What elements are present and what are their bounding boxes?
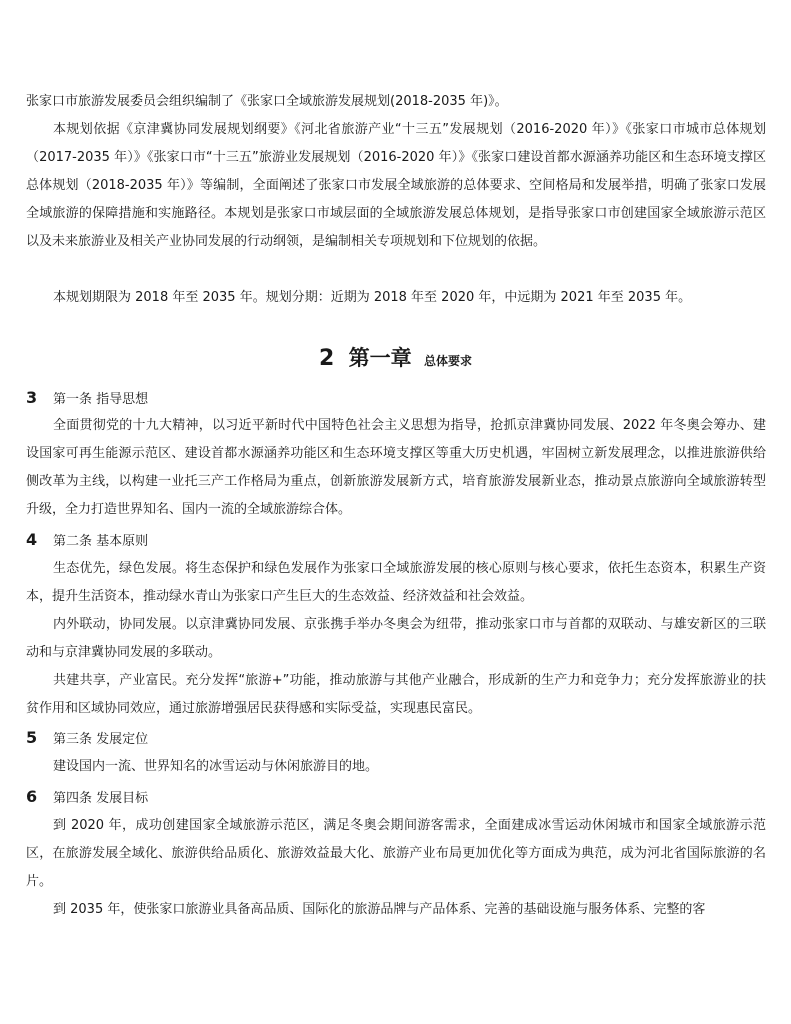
chapter-number: 2 (318, 346, 335, 371)
section-number: 4 (26, 530, 38, 549)
chapter-heading (0, 342, 791, 376)
chapter-subtitle: 总体要求 (424, 354, 473, 368)
section-title: 第四条 发展目标 (53, 791, 149, 806)
section-4-paragraph-3: 共建共享，产业富民。充分发挥“旅游+”功能，推动旅游与其他产业融合，形成新的生产力和竞争力；充分发挥旅游业的扶贫作用和区域协同效应，通过旅游增强居民获得感和实际受益，实现惠民富民。 (26, 673, 766, 716)
section-number: 6 (26, 787, 38, 806)
section-number: 3 (26, 388, 38, 407)
intro-paragraph-0: 张家口市旅游发展委员会组织编制了《张家口全域旅游发展规划(2018-2035 年)》。 (26, 94, 508, 109)
section-title: 第一条 指导思想 (53, 392, 149, 407)
section-title: 第二条 基本原则 (53, 534, 149, 549)
section-number: 5 (26, 728, 38, 747)
intro-paragraph-1: 本规划依据《京津冀协同发展规划纲要》《河北省旅游产业“十三五”发展规划（2016-2020 年）》《张家口市城市总体规划（2017-2035 年）》《张家口市“十三五”旅游业发展规划（2016-2020 年）》《张家口建设首都水源涵养功能区和生态环境支撑区总体规划（2018-2035 年）》等编制，全面阐述了张家口市发展全域旅游的总体要求、空间格局和发展举措，明确了张家口发展全域旅游的保障措施和实施路径。本规划是张家口市域层面的全域旅游发展总体规划，是指导张家口市创建国家全域旅游示范区以及未来旅游业及相关产业协同发展的行动纲领，是编制相关专项规划和下位规划的依据。 (26, 122, 766, 249)
section-3-paragraph-1: 全面贯彻党的十九大精神，以习近平新时代中国特色社会主义思想为指导，抢抓京津冀协同发展、2022 年冬奥会筹办、建设国家可再生能源示范区、建设首都水源涵养功能区和生态环境支撑区等重大历史机遇，牢固树立新发展理念，以推进旅游供给侧改革为主线，以构建一业托三产工作格局为重点，创新旅游发展新方式，培育旅游发展新业态，推动景点旅游向全域旅游转型升级，全力打造世界知名、国内一流的全域旅游综合体。 (26, 418, 766, 517)
section-6-paragraph-2: 到 2035 年，使张家口旅游业具备高品质、国际化的旅游品牌与产品体系、完善的基础设施与服务体系、完整的客 (53, 902, 706, 917)
section-4-paragraph-2: 内外联动，协同发展。以京津冀协同发展、京张携手举办冬奥会为纽带，推动张家口市与首都的双联动、与雄安新区的三联动和与京津冀协同发展的多联动。 (26, 617, 766, 660)
chapter-title: 第一章 (348, 346, 412, 370)
section-4-paragraph-1: 生态优先，绿色发展。将生态保护和绿色发展作为张家口全域旅游发展的核心原则与核心要求，依托生态资本，积累生产资本，提升生活资本，推动绿水青山为张家口产生巨大的生态效益、经济效益和社会效益。 (26, 561, 766, 604)
section-heading-3 (26, 386, 766, 412)
section-heading-5 (26, 726, 766, 752)
section-heading-4 (26, 528, 766, 554)
section-title: 第三条 发展定位 (53, 732, 149, 747)
section-6-paragraph-1: 到 2020 年，成功创建国家全域旅游示范区，满足冬奥会期间游客需求，全面建成冰雪运动休闲城市和国家全域旅游示范区，在旅游发展全域化、旅游供给品质化、旅游效益最大化、旅游产业布局更加优化等方面成为典范，成为河北省国际旅游的名片。 (26, 818, 766, 889)
section-5-paragraph-1: 建设国内一流、世界知名的冰雪运动与休闲旅游目的地。 (53, 759, 379, 774)
intro-paragraph-2: 本规划期限为 2018 年至 2035 年。规划分期：近期为 2018 年至 2020 年，中远期为 2021 年至 2035 年。 (53, 290, 692, 305)
section-heading-6 (26, 785, 766, 811)
